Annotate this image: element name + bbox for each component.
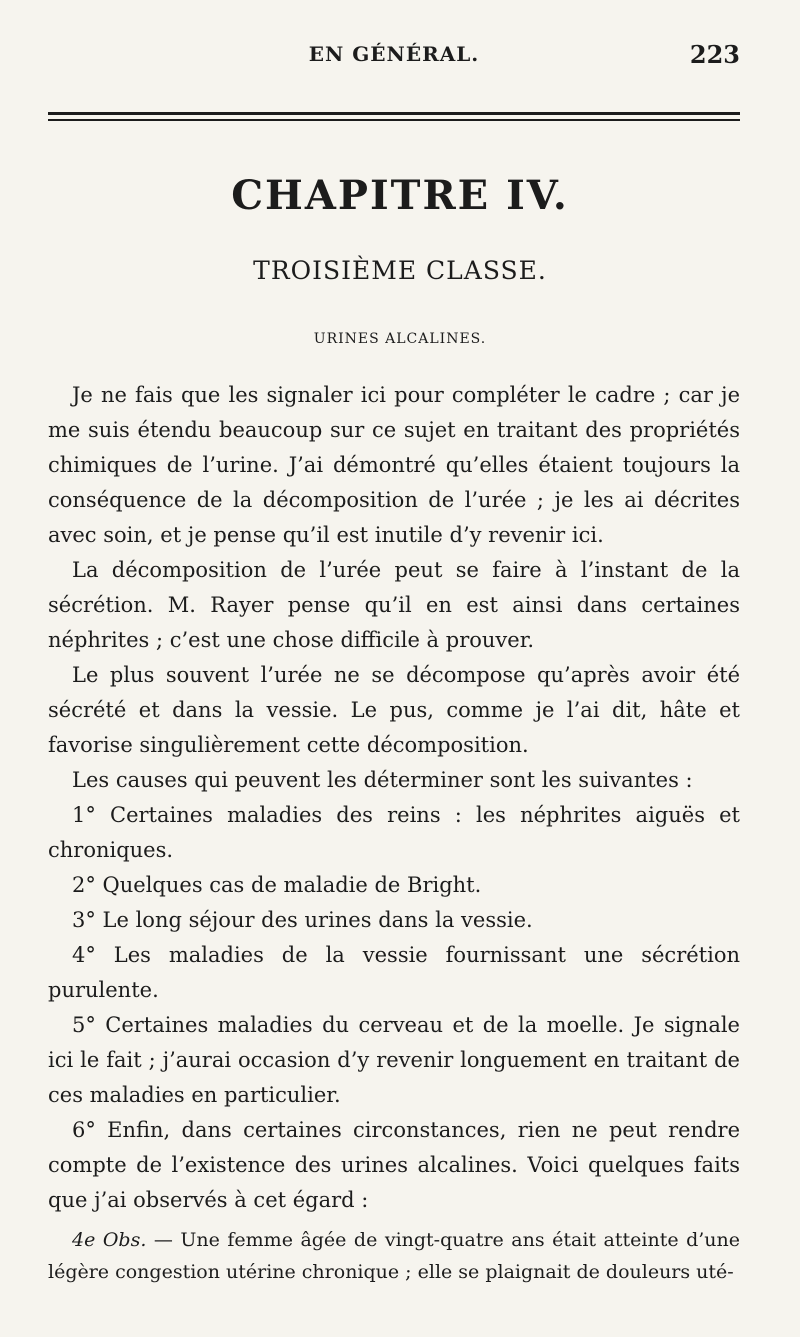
list-item: 1° Certaines maladies des reins : les néphrites aiguës et chroniques. bbox=[48, 803, 740, 862]
paragraph: Je ne fais que les signaler ici pour compléter le cadre ; car je me suis étendu beaucoup sur ce sujet en traitant des propriétés chimiques de l’urine. J’ai démontré qu’elles étaient toujours la conséquence de la décomposition de l’urée ; je les ai décrites avec soin, et je pense qu’il est inutile d’y revenir ici. bbox=[48, 383, 740, 547]
page-number: 223 bbox=[689, 40, 740, 69]
body-text bbox=[48, 378, 740, 1218]
running-head bbox=[48, 38, 740, 78]
paragraph: Les causes qui peuvent les déterminer sont les suivantes : bbox=[72, 768, 693, 792]
header-rule-thin bbox=[48, 119, 740, 121]
chapter-title: CHAPITRE IV. bbox=[231, 172, 569, 219]
section-title: URINES ALCALINES. bbox=[313, 331, 487, 347]
list-item: 4° Les maladies de la vessie fournissant une sécrétion purulente. bbox=[48, 943, 740, 1002]
list-item: 2° Quelques cas de maladie de Bright. bbox=[72, 873, 482, 897]
observation-paragraph bbox=[48, 1224, 740, 1288]
observation bbox=[48, 1224, 740, 1288]
observation-label: 4e Obs. bbox=[72, 1229, 147, 1251]
list-item: 5° Certaines maladies du cerveau et de la moelle. Je signale ici le fait ; j’aurai occasion d’y revenir longuement en traitant de ces maladies en particulier. bbox=[48, 1013, 740, 1107]
class-title: TROISIÈME CLASSE. bbox=[253, 256, 547, 285]
running-title: EN GÉNÉRAL. bbox=[308, 42, 480, 66]
list-item: 6° Enfin, dans certaines circonstances, rien ne peut rendre compte de l’existence des urines alcalines. Voici quelques faits que j’ai observés à cet égard : bbox=[48, 1118, 740, 1212]
paragraph: La décomposition de l’urée peut se faire à l’instant de la sécrétion. M. Rayer pense qu’il en est ainsi dans certaines néphrites ; c’est une chose difficile à prouver. bbox=[48, 558, 740, 652]
header-rule-thick bbox=[48, 112, 740, 115]
list-item: 3° Le long séjour des urines dans la vessie. bbox=[72, 908, 533, 932]
paragraph: Le plus souvent l’urée ne se décompose qu’après avoir été sécrété et dans la vessie. Le pus, comme je l’ai dit, hâte et favorise singulièrement cette décomposition. bbox=[48, 663, 740, 757]
observation-text: — Une femme âgée de vingt-quatre ans était atteinte d’une légère congestion utérine chronique ; elle se plaignait de douleurs uté- bbox=[48, 1229, 740, 1283]
